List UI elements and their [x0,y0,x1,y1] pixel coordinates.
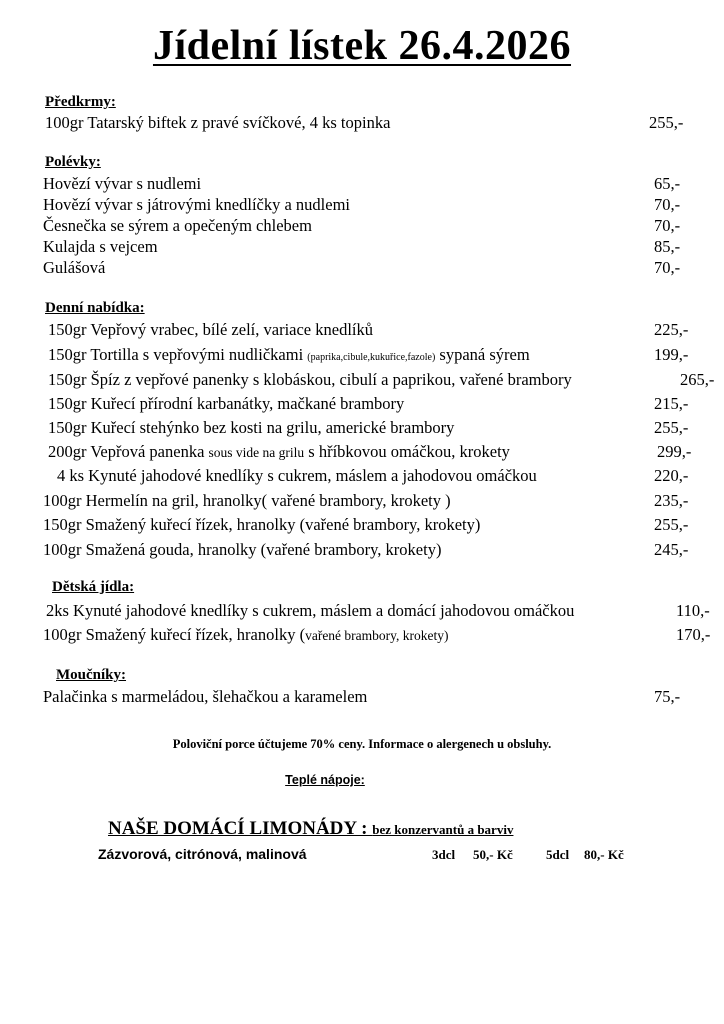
menu-item-price: 85,- [654,237,681,256]
lemonade-price-1: 50,- Kč [473,847,513,862]
menu-item-name: 150gr Kuřecí stehýnko bez kosti na grilu, americké brambory [48,418,455,437]
lemonade-price-2: 80,- Kč [584,847,624,862]
lemonade-flavors: Zázvorová, citrónová, malinová [98,846,307,862]
menu-item-suffix: sypaná sýrem [439,345,530,364]
lemonade-heading-line [108,818,513,840]
menu-item-name: Hovězí vývar s játrovými knedlíčky a nudlemi [43,195,351,214]
menu-item-name-line [48,442,510,462]
section-heading-moucniky: Moučníky: [56,667,127,683]
lemonade-size-2: 5dcl [546,847,570,862]
menu-item-price: 255,- [654,418,689,437]
menu-item-price: 70,- [654,216,681,235]
menu-title: Jídelní lístek 26.4.2026 [152,23,572,69]
menu-item-name: 100gr Tatarský biftek z pravé svíčkové, 4 ks topinka [45,113,391,132]
menu-item-name: 100gr Hermelín na gril, hranolky( vařené brambory, krokety ) [43,491,451,510]
menu-item-name: 150gr Smažený kuřecí řízek, hranolky (vařené brambory, krokety) [43,515,481,534]
section-heading-polevky: Polévky: [45,154,101,170]
section-heading-detska: Dětská jídla: [52,579,135,595]
menu-item-name: Hovězí vývar s nudlemi [43,174,202,193]
menu-item-price: 235,- [654,491,689,510]
menu-item-name: 150gr Kuřecí přírodní karbanátky, mačkané brambory [48,394,405,413]
menu-item-price: 225,- [654,320,689,339]
menu-item-name: 150gr Vepřový vrabec, bílé zelí, variace knedlíků [48,320,373,339]
menu-item-price: 110,- [676,601,710,620]
menu-item-price: 220,- [654,466,689,485]
section-heading-predkrmy: Předkrmy: [45,94,116,110]
section-heading-denni: Denní nabídka: [45,300,145,316]
menu-item-name: 100gr Smažený kuřecí řízek, hranolky ( [43,625,306,644]
menu-item-name: 4 ks Kynuté jahodové knedlíky s cukrem, máslem a jahodovou omáčkou [57,466,537,485]
menu-item-name: 2ks Kynuté jahodové knedlíky s cukrem, máslem a domácí jahodovou omáčkou [46,601,575,620]
menu-item-name: Česnečka se sýrem a opečeným chlebem [43,216,312,235]
lemonade-subheading: bez konzervantů a barviv [372,822,514,837]
menu-item-name: 200gr Vepřová panenka [48,442,205,461]
menu-item-price: 299,- [657,442,692,461]
menu-item-price: 255,- [649,113,684,132]
menu-item-note: (paprika,cibule,kukuřice,fazole) [307,352,436,363]
menu-item-price: 265,- [680,370,715,389]
menu-item-name: Kulajda s vejcem [43,237,158,256]
menu-item-price: 70,- [654,195,681,214]
menu-item-price: 70,- [654,258,681,277]
menu-item-price: 75,- [654,687,681,706]
menu-item-price: 65,- [654,174,681,193]
menu-item-name: Palačinka s marmeládou, šlehačkou a karamelem [43,687,368,706]
menu-item-note: vařené brambory, krokety) [305,628,449,643]
menu-item-price: 255,- [654,515,689,534]
menu-item-name-line [43,625,449,645]
menu-item-name-line [48,345,530,365]
menu-item-price: 170,- [676,625,711,644]
menu-item-price: 245,- [654,540,689,559]
hot-drinks-heading: Teplé nápoje: [285,773,365,787]
half-portion-note: Poloviční porce účtujeme 70% ceny. Informace o alergenech u obsluhy. [172,737,552,751]
lemonade-heading: NAŠE DOMÁCÍ LIMONÁDY : [108,818,368,839]
menu-item-name: Gulášová [43,258,106,277]
menu-item-price: 199,- [654,345,689,364]
menu-item-name: 150gr Špíz z vepřové panenky s klobáskou, cibulí a paprikou, vařené brambory [48,370,572,389]
menu-item-note: sous vide na grilu [208,445,305,460]
menu-item-name: 150gr Tortilla s vepřovými nudličkami [48,345,304,364]
menu-item-suffix: s hříbkovou omáčkou, krokety [308,442,510,461]
menu-item-name: 100gr Smažená gouda, hranolky (vařené brambory, krokety) [43,540,442,559]
menu-item-price: 215,- [654,394,689,413]
lemonade-size-1: 3dcl [432,847,456,862]
